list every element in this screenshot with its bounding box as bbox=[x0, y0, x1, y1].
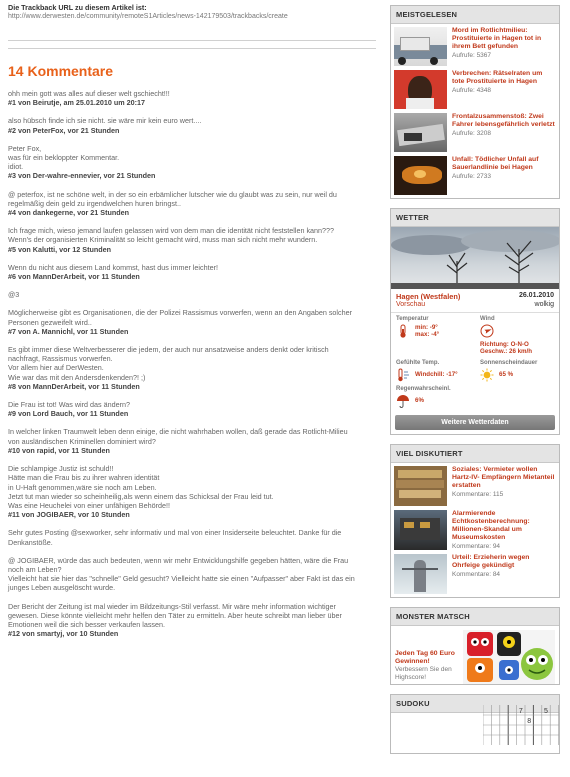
rain-probability-label: Regenwahrscheinl. bbox=[396, 385, 451, 392]
comment-text-line: in U-Haft genommen,wäre sie noch am Leben. bbox=[8, 482, 157, 492]
most-read-views: Aufrufe: 3208 bbox=[452, 130, 492, 137]
more-weather-button[interactable]: Weitere Wetterdaten bbox=[395, 415, 555, 430]
most-read-thumbnail[interactable] bbox=[394, 156, 447, 195]
most-discussed-box bbox=[390, 444, 560, 598]
comments-title: 14 Kommentare bbox=[8, 63, 114, 79]
comments-list bbox=[8, 89, 380, 638]
comment-item bbox=[8, 89, 380, 107]
comment-text-line: Vielleicht hat sie hier das "schnelle" Geld gesucht? Vielleicht hatte sie einen "Aufpasser" aber Fakt ist das ein bbox=[8, 574, 355, 584]
comment-item bbox=[8, 400, 380, 418]
thermometer-icon bbox=[396, 324, 410, 338]
sudoku-box bbox=[390, 694, 560, 754]
most-discussed-comments: Kommentare: 84 bbox=[452, 570, 501, 578]
sudoku-header: SUDOKU bbox=[391, 695, 559, 713]
weather-date: 26.01.2010 bbox=[518, 292, 554, 299]
most-read-item[interactable] bbox=[391, 110, 559, 153]
most-read-item[interactable] bbox=[391, 24, 559, 67]
comment-meta[interactable]: #11 von JOGIBAER, vor 10 Stunden bbox=[8, 510, 130, 520]
sunshine-label: Sonnenscheindauer bbox=[480, 359, 538, 366]
temperature-label: Temperatur bbox=[396, 316, 429, 322]
most-discussed-title[interactable]: Urteil: Erzieherin wegen Ohrfeige gekündigt bbox=[452, 553, 530, 569]
comment-item bbox=[8, 116, 380, 134]
comment-text-line: nachfragt, Rassismus vorwerfen. bbox=[8, 354, 113, 364]
comment-text-line: Es gibt immer diese Weltverbesserer die jedem, der auch nur ansatzweise anders denkt oder kritisch bbox=[8, 345, 329, 355]
weather-city[interactable]: Hagen (Westfalen) bbox=[396, 292, 461, 301]
comment-meta[interactable]: #3 von Der-wahre-ennevier, vor 21 Stunden bbox=[8, 171, 156, 181]
comment-item bbox=[8, 263, 380, 281]
comment-meta[interactable]: #2 von PeterFox, vor 21 Stunden bbox=[8, 125, 120, 135]
sudoku-digit: 5 bbox=[544, 707, 548, 715]
most-read-views: Aufrufe: 2733 bbox=[452, 173, 492, 180]
comment-meta[interactable]: #7 von A. Mannichl, vor 11 Stunden bbox=[8, 326, 129, 336]
comment-item bbox=[8, 464, 380, 519]
rain-probability-value: 6% bbox=[415, 397, 424, 405]
comment-meta[interactable]: #8 von MannDerArbeit, vor 11 Stunden bbox=[8, 381, 140, 391]
sidebar bbox=[390, 5, 560, 763]
weather-condition: wolkig bbox=[534, 301, 554, 308]
comment-text-line: Die schlampige Justiz ist schuld!! bbox=[8, 464, 114, 474]
most-read-thumbnail[interactable] bbox=[394, 113, 447, 152]
comment-item bbox=[8, 345, 380, 391]
most-discussed-comments: Kommentare: 94 bbox=[452, 542, 501, 550]
comment-text-line: Peter Fox, bbox=[8, 143, 42, 153]
divider bbox=[8, 48, 376, 49]
comment-text-line: Ich frage mich, wieso jemand laufen gelassen wird von dem man die identität nicht feststellen kann??? bbox=[8, 226, 335, 236]
monster-highscore-text: Verbessern Sie den Highscore! bbox=[395, 665, 452, 681]
comment-text-line: Vor allem hier auf DerWesten. bbox=[8, 363, 104, 373]
weather-image bbox=[391, 227, 559, 289]
wind-direction: Richtung: O-N-O bbox=[480, 341, 529, 348]
comment-text-line: Wie war das mit den Andersdenkenden?! ;) bbox=[8, 372, 146, 382]
comment-meta[interactable]: #6 von MannDerArbeit, vor 11 Stunden bbox=[8, 272, 140, 282]
comment-text-line: Jetzt tut man wieder so scheinheilig,als wenn einem das Schicksal der Frau leid tut. bbox=[8, 491, 274, 501]
most-read-thumbnail[interactable] bbox=[394, 70, 447, 109]
comment-item bbox=[8, 528, 380, 546]
comment-text-line: Wenn's der organisierten Kriminalität so leicht gemacht wird, muss man sich nicht mehr wundern. bbox=[8, 235, 318, 245]
most-discussed-comments: Kommentare: 115 bbox=[452, 490, 504, 498]
comment-text-line: noch am Leben? bbox=[8, 564, 62, 574]
comment-text-line: @ JOGIBAER, würde das auch bedeuten, wenn wir mehr Entwicklungshilfe gegeben hätten, wäre die Frau bbox=[8, 555, 349, 565]
comment-text-line: Personen gezweifelt wird.. bbox=[8, 317, 92, 327]
comment-text-line: ohh mein gott was alles auf dieser welt gschiecht!!! bbox=[8, 89, 170, 98]
comment-text-line: junges Leben ausgelöscht wurde. bbox=[8, 583, 116, 593]
monster-matsch-teaser[interactable] bbox=[391, 626, 559, 684]
comment-text-line: Was eine Heuchelei von einer unfähigen Behörde!! bbox=[8, 500, 170, 510]
comment-text-line: was für ein bekloppter Kommentar. bbox=[8, 153, 120, 163]
most-read-title[interactable]: Frontalzusammenstoß: Zwei Fahrer lebensgefährlich verletzt bbox=[452, 113, 555, 128]
comment-text-line: regelmäßig dein geld zu irgendwelchen huren bringst.. bbox=[8, 198, 182, 208]
most-read-title[interactable]: Mord im Rotlichtmilieu: Prostituierte in Hagen tot in ihrem Bett gefunden bbox=[452, 27, 542, 50]
comment-meta[interactable]: #1 von Beirutje, am 25.01.2010 um 20:17 bbox=[8, 98, 146, 108]
windchill-icon bbox=[396, 368, 410, 382]
most-read-title[interactable]: Unfall: Tödlicher Unfall auf Sauerlandlinie bei Hagen bbox=[452, 156, 539, 171]
most-read-title[interactable]: Verbrechen: Rätselraten um tote Prostituierte in Hagen bbox=[452, 70, 543, 85]
comment-item bbox=[8, 290, 380, 336]
most-discussed-thumbnail[interactable] bbox=[394, 510, 447, 550]
comment-text-line: Denkanstöße. bbox=[8, 537, 53, 547]
sudoku-digit: 7 bbox=[518, 707, 523, 715]
comment-item bbox=[8, 602, 380, 639]
comment-text-line: idiot. bbox=[8, 162, 24, 172]
divider bbox=[8, 40, 376, 41]
comment-text-line: In welcher linken Traumwelt leben denn einige, die nicht wahrhaben wollen, daß gerade das Rotlicht-Milieu bbox=[8, 427, 348, 437]
comment-text-line: Hätte man die Frau bis zu ihrer wahren identität bbox=[8, 473, 160, 483]
comment-item bbox=[8, 427, 380, 455]
comment-meta[interactable]: #4 von dankegerne, vor 21 Stunden bbox=[8, 208, 130, 218]
comment-text-line: Möglicherweise gibt es Organisationen, die der Polizei Rassismus vorwerfen, wenn an den Angaben solcher bbox=[8, 308, 352, 318]
monster-matsch-header: MONSTER MATSCH bbox=[391, 608, 559, 626]
most-discussed-title[interactable]: Alarmierende Echtkostenberechnung: Millionen-Skandal um Museumskosten bbox=[452, 509, 530, 541]
wind-compass-icon bbox=[480, 324, 494, 338]
comment-text-line: Wenn du nicht aus diesem Land kommst, hast dus immer leichter! bbox=[8, 262, 218, 272]
comment-item bbox=[8, 226, 380, 254]
sudoku-digit: 8 bbox=[527, 717, 532, 725]
most-discussed-thumbnail[interactable] bbox=[394, 554, 447, 594]
trackback-label: Die Trackback URL zu diesem Artikel ist: bbox=[8, 3, 147, 12]
windchill-value: Windchill: -17° bbox=[415, 371, 458, 379]
most-discussed-title[interactable]: Soziales: Vermieter wollen Hartz-IV- Empfängern Mietanteil erstatten bbox=[452, 465, 555, 489]
wind-label: Wind bbox=[480, 316, 495, 322]
comment-text-line: @ peterfox, ist ne schöne welt, in der so ein erbämlicher lutscher wie du glaubt was zu sein, nur weil du bbox=[8, 189, 337, 199]
most-read-views: Aufrufe: 5367 bbox=[452, 52, 492, 59]
comment-meta[interactable]: #10 von rapid, vor 11 Stunden bbox=[8, 445, 110, 455]
comment-meta[interactable]: #12 von smartyj, vor 10 Stunden bbox=[8, 629, 119, 639]
most-discussed-item[interactable] bbox=[391, 551, 559, 595]
monster-matsch-box bbox=[390, 607, 560, 685]
most-discussed-item[interactable] bbox=[391, 507, 559, 551]
comment-text-line: also hübsch finde ich sie nicht. sie wäre mir kein euro wert.... bbox=[8, 116, 202, 126]
weather-box bbox=[390, 208, 560, 435]
most-discussed-thumbnail[interactable] bbox=[394, 466, 447, 506]
trackback-url[interactable]: http://www.derwesten.de/community/remoteS1Articles/news-142179503/trackbacks/create bbox=[8, 13, 288, 20]
umbrella-icon bbox=[396, 394, 410, 408]
comment-text-line: von ausländischen Kriminellen dominiert wird? bbox=[8, 436, 156, 446]
comment-meta[interactable]: #9 von Lord Bauch, vor 11 Stunden bbox=[8, 409, 129, 419]
most-discussed-header: VIEL DISKUTIERT bbox=[391, 445, 559, 463]
weather-header: WETTER bbox=[391, 209, 559, 227]
sudoku-grid[interactable] bbox=[483, 705, 559, 745]
comment-text-line bbox=[8, 299, 380, 308]
most-read-thumbnail[interactable] bbox=[394, 27, 447, 66]
comment-item bbox=[8, 556, 380, 593]
monster-prize-text[interactable]: Jeden Tag 60 Euro Gewinnen! bbox=[395, 649, 455, 665]
most-discussed-item[interactable] bbox=[391, 463, 559, 507]
comment-text-line: gewesen. Diese könnte vielleicht mehr helfen den Täter zu ermitteln. Aber heute schreibt man lieber über bbox=[8, 610, 342, 620]
comment-text-line: Sehr gutes Posting @sexworker, sehr informativ und mal von einer Insiderseite beleuchtet. Danke für die bbox=[8, 528, 342, 538]
comment-text-line: Emotionen weil die sich besser verkaufen lassen. bbox=[8, 619, 166, 629]
most-read-header: MEISTGELESEN bbox=[391, 6, 559, 24]
temperature-max: max: -4° bbox=[415, 331, 440, 339]
most-read-box bbox=[390, 5, 560, 199]
monster-game-image[interactable] bbox=[463, 630, 555, 684]
weather-forecast-label: Vorschau bbox=[396, 301, 426, 308]
comment-meta[interactable]: #5 von Kalutti, vor 12 Stunden bbox=[8, 244, 112, 254]
comment-text-line: @3 bbox=[8, 290, 20, 300]
most-read-item[interactable] bbox=[391, 153, 559, 196]
wind-speed: Geschw.: 26 km/h bbox=[480, 348, 533, 356]
comment-text-line: Die Frau ist tot! Was wird das ändern? bbox=[8, 400, 130, 410]
article-comments-column bbox=[8, 0, 380, 647]
sun-icon bbox=[480, 368, 494, 382]
sunshine-value: 65 % bbox=[499, 371, 514, 379]
comment-item bbox=[8, 144, 380, 181]
comment-item bbox=[8, 190, 380, 218]
temperature-min: min: -9° bbox=[415, 324, 438, 331]
comment-text-line: Der Bericht der Zeitung ist mal wieder im Bildzeitungs-Stil verfasst. Mir wäre mehr information wichtiger bbox=[8, 601, 336, 611]
most-read-views: Aufrufe: 4348 bbox=[452, 87, 492, 94]
most-read-item[interactable] bbox=[391, 67, 559, 110]
felt-temperature-label: Gefühlte Temp. bbox=[396, 359, 440, 366]
